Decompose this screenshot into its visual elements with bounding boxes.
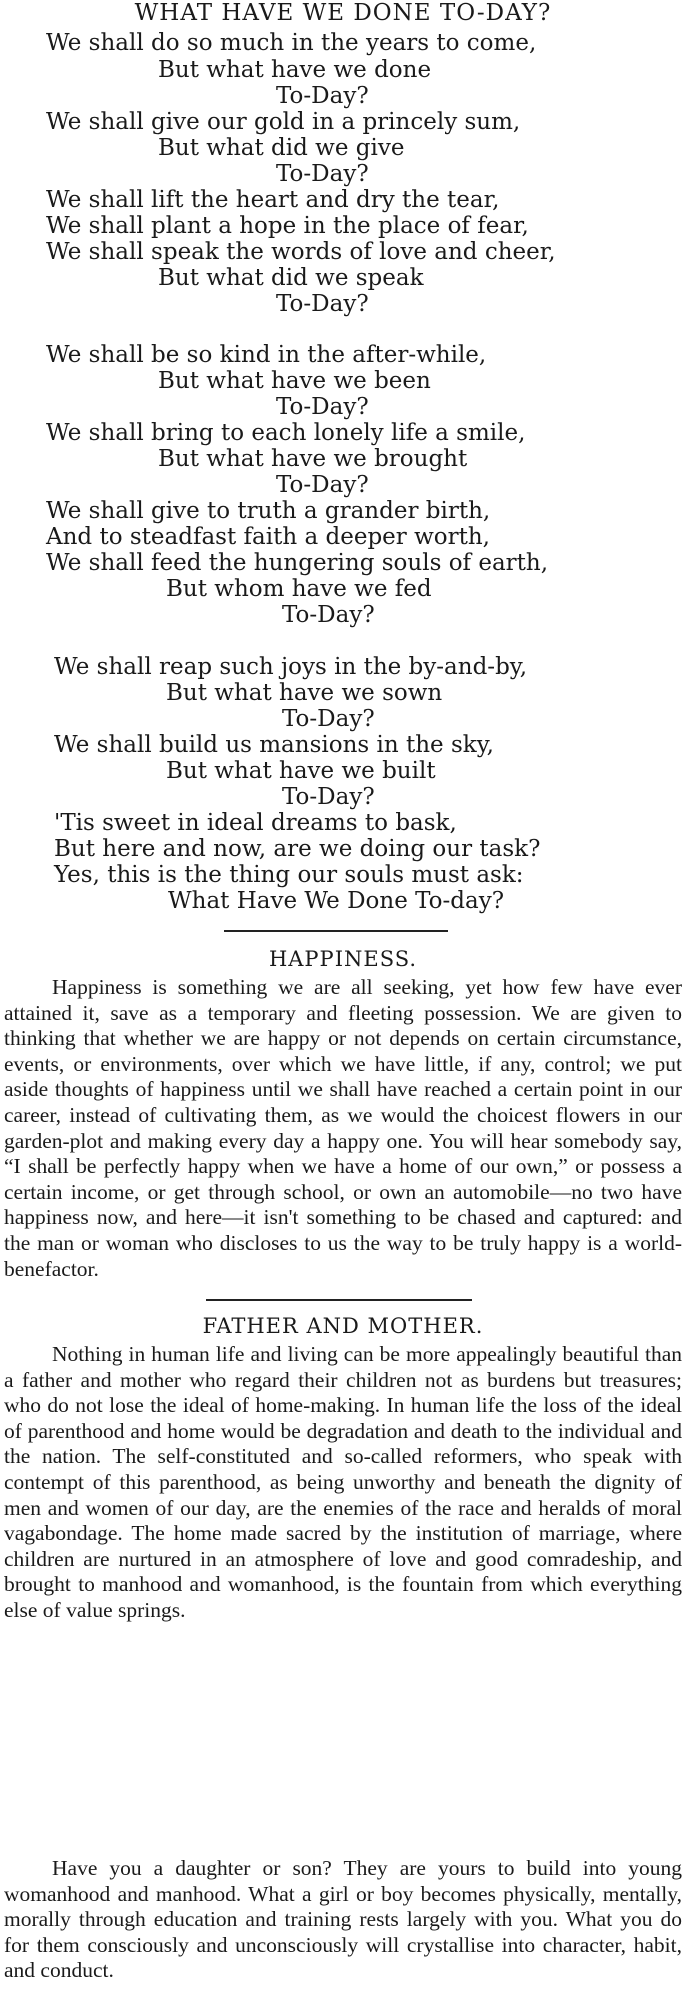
poem-line: To-Day? [282,784,375,810]
poem-line: But what have we built [166,758,436,784]
poem-line: To-Day? [276,291,369,317]
poem-line: But here and now, are we doing our task? [54,836,541,862]
father-mother-paragraph-1 [4,1342,682,1624]
poem-line: To-Day? [282,706,375,732]
poem-line: To-Day? [276,83,369,109]
poem-line: But what did we speak [158,265,424,291]
poem-line: We shall give our gold in a princely sum, [46,109,521,135]
poem-line: We shall reap such joys in the by-and-by, [54,654,528,680]
poem-line: To-Day? [276,161,369,187]
poem-line: But what have we been [158,368,431,394]
poem-line: We shall plant a hope in the place of fear, [46,213,529,239]
poem-line: We shall build us mansions in the sky, [54,732,494,758]
poem-line: But whom have we fed [166,576,432,602]
poem-line: We shall speak the words of love and cheer, [46,239,556,265]
poem-line: But what have we done [158,57,432,83]
poem-line: We shall lift the heart and dry the tear, [46,187,500,213]
poem-line: We shall do so much in the years to come, [46,30,537,56]
father-mother-paragraph-2 [4,1856,682,1984]
poem-line: We shall bring to each lonely life a smile, [46,420,526,446]
poem-line: We shall give to truth a grander birth, [46,498,491,524]
happiness-paragraph [4,975,682,1282]
poem-line: 'Tis sweet in ideal dreams to bask, [54,810,457,836]
poem-line: We shall be so kind in the after-while, [46,342,487,368]
poem-line: To-Day? [276,472,369,498]
poem-line: And to steadfast faith a deeper worth, [46,524,490,550]
father-mother-title: FATHER AND MOTHER. [202,1314,484,1338]
happiness-title: HAPPINESS. [268,947,418,971]
father-mother-text-1: Nothing in human life and living can be more appealingly beautiful than a father and mother who regard their children not as burdens but treasures; who do not lose the ideal of home-making. In human life the loss of the ideal of parenthood and home would be degradation and death to the individual and the nation. The self-constituted and so-called reformers, who speak with contempt of this parenthood, as being unworthy and beneath the dignity of men and women of our day, are the enemies of the race and heralds of moral vagabondage. The home made sacred by the institution of marriage, where children are nurtured in an atmosphere of love and good comradeship, and brought to manhood and womanhood, is the fountain from which everything else of value springs. [4,1342,682,1622]
poem-line: What Have We Done To-day? [168,888,505,914]
poem-line: But what have we brought [158,446,468,472]
poem-line: We shall feed the hungering souls of earth, [46,550,549,576]
happiness-text: Happiness is something we are all seeking, yet how few have ever attained it, save as a temporary and fleeting possession. We are given to thinking that whether we are happy or not depends on certain circumstance, events, or environments, over which we have little, if any, control; we put aside thoughts of happiness until we shall have reached a certain point in our career, instead of cultivating them, as we would the choicest flowers in our garden-plot and making every day a happy one. You will hear somebody say, “I shall be perfectly happy when we have a home of our own,” or possess a certain income, or get through school, or own an automobile—no two have happiness now, and here—it isn't something to be chased and captured: and the man or woman who discloses to us the way to be truly happy is a world-benefactor. [4,975,682,1281]
father-mother-text-2: Have you a daughter or son? They are yours to build into young womanhood and manhood. What a girl or boy becomes physically, mentally, morally through education and training rests largely with you. What you do for them consciously and unconsciously will crystallise into character, habit, and conduct. [4,1856,682,1983]
poem-line: But what have we sown [166,680,443,706]
poem-line: Yes, this is the thing our souls must ask: [54,862,524,888]
poem-title: WHAT HAVE WE DONE TO-DAY? [134,0,552,26]
divider-rule [206,1299,472,1301]
divider-rule [224,930,448,932]
poem-line: But what did we give [158,135,405,161]
poem-line: To-Day? [276,394,369,420]
poem-line: To-Day? [282,602,375,628]
